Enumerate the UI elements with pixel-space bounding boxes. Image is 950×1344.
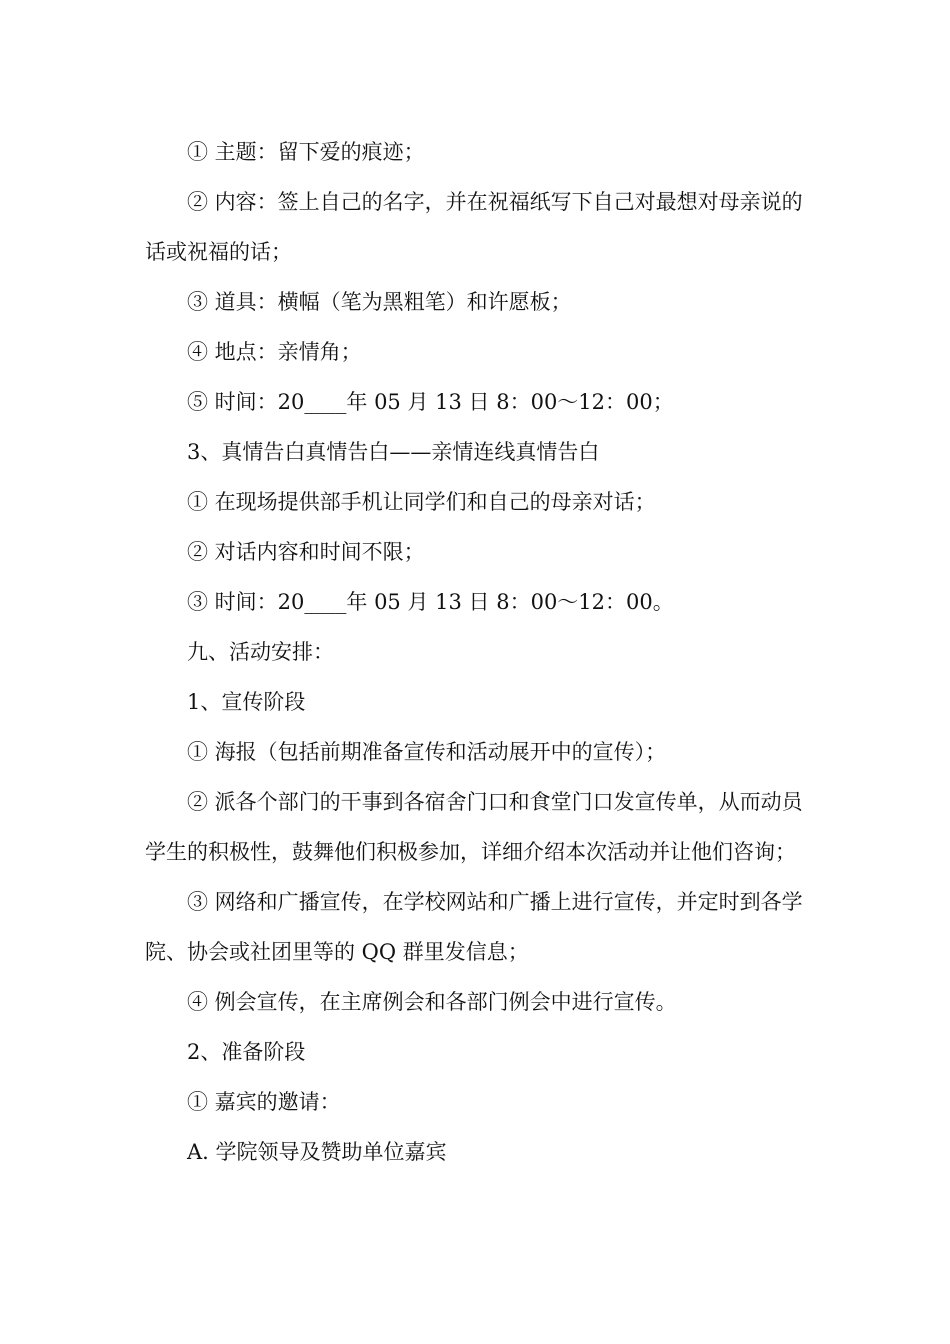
paragraph-flyers: ② 派各个部门的干事到各宿舍门口和食堂门口发宣传单，从而动员学生的积极性，鼓舞他们积极参加，详细介绍本次活动并让他们咨询； (145, 790, 803, 864)
paragraph-time-1: ⑤ 时间：20____年 05 月 13 日 8：00～12：00； (187, 390, 674, 414)
paragraph-time-2: ③ 时间：20____年 05 月 13 日 8：00～12：00。 (187, 590, 674, 614)
paragraph-guest-list: A. 学院领导及赞助单位嘉宾 (187, 1140, 447, 1164)
document-body (145, 127, 810, 1177)
paragraph-props: ③ 道具：横幅（笔为黑粗笔）和许愿板； (187, 290, 572, 314)
paragraph-phone-call: ① 在现场提供部手机让同学们和自己的母亲对话； (187, 490, 656, 514)
paragraph-guest-invite: ① 嘉宾的邀请： (187, 1090, 341, 1114)
paragraph-network-broadcast: ③ 网络和广播宣传，在学校网站和广播上进行宣传，并定时到各学院、协会或社团里等的 QQ 群里发信息； (145, 890, 803, 964)
paragraph-content: ② 内容：签上自己的名字，并在祝福纸写下自己对最想对母亲说的话或祝福的话； (145, 190, 803, 264)
subheading-preparation: 2、准备阶段 (187, 1040, 306, 1064)
paragraph-theme: ① 主题：留下爱的痕迹； (187, 140, 425, 164)
paragraph-meeting-promo: ④ 例会宣传，在主席例会和各部门例会中进行宣传。 (187, 990, 677, 1014)
section-heading-confession: 3、真情告白真情告白——亲情连线真情告白 (187, 440, 600, 464)
paragraph-no-limit: ② 对话内容和时间不限； (187, 540, 425, 564)
section-heading-schedule: 九、活动安排： (187, 640, 334, 664)
subheading-promotion: 1、宣传阶段 (187, 690, 306, 714)
paragraph-location: ④ 地点：亲情角； (187, 340, 362, 364)
paragraph-poster: ① 海报（包括前期准备宣传和活动展开中的宣传）； (187, 740, 667, 764)
